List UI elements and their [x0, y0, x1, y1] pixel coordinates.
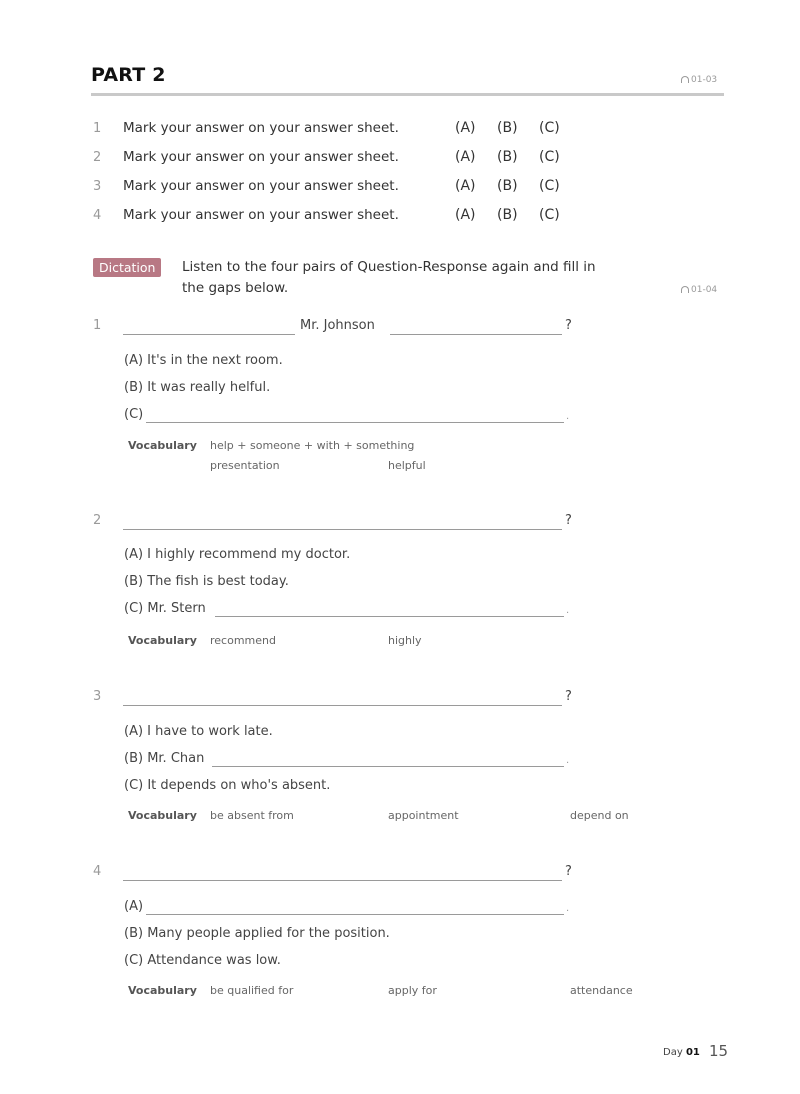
- option-a[interactable]: (A): [455, 120, 476, 136]
- vocabulary-item: be absent from: [210, 809, 294, 822]
- vocabulary-item: attendance: [570, 984, 633, 997]
- answer-option-c: (C): [124, 407, 144, 422]
- vocabulary-item: apply for: [388, 984, 437, 997]
- answer-option-a: (A) I highly recommend my doctor.: [124, 547, 351, 562]
- fill-in-blank[interactable]: [123, 705, 562, 706]
- question-number: 1: [93, 121, 102, 136]
- fill-in-blank[interactable]: [390, 334, 562, 335]
- vocabulary-item: help + someone + with + something: [210, 439, 415, 452]
- answer-option-a: (A) I have to work late.: [124, 724, 273, 739]
- vocabulary-label: Vocabulary: [128, 809, 197, 822]
- answer-option-b: (B) It was really helful.: [124, 380, 271, 395]
- vocabulary-label: Vocabulary: [128, 439, 197, 452]
- vocabulary-item: helpful: [388, 459, 426, 472]
- headphones-icon: [681, 76, 689, 83]
- answer-option-c: (C) It depends on who's absent.: [124, 778, 331, 793]
- dictation-question-number: 2: [93, 513, 102, 528]
- vocabulary-item: depend on: [570, 809, 629, 822]
- dictation-question-number: 3: [93, 689, 102, 704]
- instruction-line: Listen to the four pairs of Question-Response again and fill in: [182, 259, 596, 275]
- option-c[interactable]: (C): [539, 178, 560, 194]
- instruction-line: the gaps below.: [182, 280, 289, 296]
- audio-track-number: 01-04: [691, 285, 718, 295]
- answer-option-b: (B) Mr. Chan: [124, 751, 205, 766]
- fill-in-blank[interactable]: [123, 529, 562, 530]
- question-text: Mark your answer on your answer sheet.: [123, 207, 399, 223]
- dictation-question-number: 4: [93, 864, 102, 879]
- question-mark: ?: [565, 689, 572, 704]
- audio-track-label: [681, 75, 717, 85]
- option-b[interactable]: (B): [497, 120, 518, 136]
- vocabulary-item: be qualified for: [210, 984, 294, 997]
- fill-in-blank[interactable]: [123, 334, 295, 335]
- dictation-question-number: 1: [93, 318, 102, 333]
- option-a[interactable]: (A): [455, 149, 476, 165]
- option-c[interactable]: (C): [539, 207, 560, 223]
- vocabulary-item: appointment: [388, 809, 459, 822]
- period-mark: .: [566, 605, 570, 616]
- header-divider: [91, 93, 724, 96]
- part-title: PART 2: [91, 64, 166, 86]
- answer-option-b: (B) Many people applied for the position.: [124, 926, 390, 941]
- option-b[interactable]: (B): [497, 178, 518, 194]
- day-number: 01: [685, 1047, 700, 1058]
- vocabulary-item: presentation: [210, 459, 280, 472]
- option-a[interactable]: (A): [455, 178, 476, 194]
- period-mark: .: [566, 411, 570, 422]
- question-text: Mr. Johnson: [300, 318, 375, 333]
- dictation-instruction: [182, 257, 596, 299]
- option-b[interactable]: (B): [497, 207, 518, 223]
- fill-in-blank[interactable]: [146, 422, 564, 423]
- day-label: [663, 1047, 700, 1058]
- option-b[interactable]: (B): [497, 149, 518, 165]
- question-number: 2: [93, 150, 102, 165]
- option-a[interactable]: (A): [455, 207, 476, 223]
- answer-option-c: (C) Mr. Stern: [124, 601, 206, 616]
- question-mark: ?: [565, 864, 572, 879]
- audio-track-number: 01-03: [691, 75, 718, 85]
- question-number: 4: [93, 208, 102, 223]
- question-number: 3: [93, 179, 102, 194]
- question-mark: ?: [565, 318, 572, 333]
- fill-in-blank[interactable]: [215, 616, 564, 617]
- period-mark: .: [566, 755, 570, 766]
- vocabulary-item: highly: [388, 634, 422, 647]
- page-number: 15: [709, 1042, 729, 1060]
- vocabulary-item: recommend: [210, 634, 276, 647]
- question-text: Mark your answer on your answer sheet.: [123, 120, 399, 136]
- option-c[interactable]: (C): [539, 149, 560, 165]
- fill-in-blank[interactable]: [146, 914, 564, 915]
- answer-option-a: (A): [124, 899, 144, 914]
- question-mark: ?: [565, 513, 572, 528]
- dictation-badge: Dictation: [93, 258, 161, 277]
- answer-option-b: (B) The fish is best today.: [124, 574, 289, 589]
- audio-track-label: [681, 285, 717, 295]
- headphones-icon: [681, 286, 689, 293]
- question-text: Mark your answer on your answer sheet.: [123, 178, 399, 194]
- answer-option-c: (C) Attendance was low.: [124, 953, 281, 968]
- period-mark: .: [566, 903, 570, 914]
- fill-in-blank[interactable]: [212, 766, 564, 767]
- vocabulary-label: Vocabulary: [128, 984, 197, 997]
- vocabulary-label: Vocabulary: [128, 634, 197, 647]
- question-text: Mark your answer on your answer sheet.: [123, 149, 399, 165]
- option-c[interactable]: (C): [539, 120, 560, 136]
- fill-in-blank[interactable]: [123, 880, 562, 881]
- answer-option-a: (A) It's in the next room.: [124, 353, 283, 368]
- day-label-text: Day: [663, 1047, 683, 1058]
